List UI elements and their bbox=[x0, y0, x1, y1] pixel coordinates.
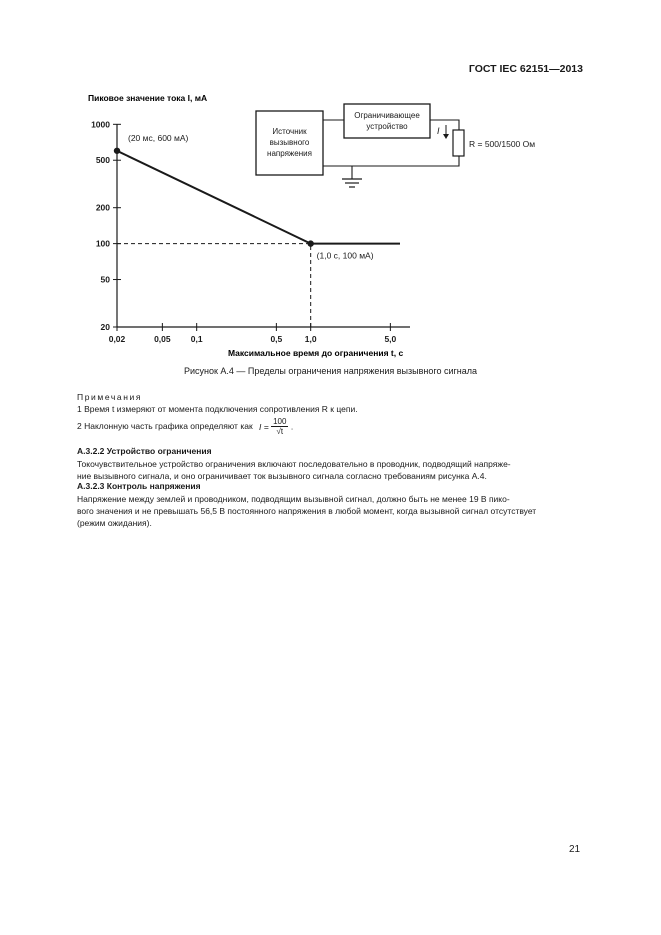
source-label: напряжения bbox=[267, 149, 312, 158]
page-number: 21 bbox=[569, 844, 581, 855]
formula-suffix: . bbox=[290, 421, 294, 432]
y-tick-label: 100 bbox=[95, 238, 110, 249]
formula-denominator: √t bbox=[276, 427, 284, 436]
limiter-box bbox=[344, 104, 430, 138]
data-point bbox=[114, 148, 120, 154]
paragraph-line: Напряжение между землей и проводником, подводящим вызывной сигнал, должно быть не менее 19 В пико- bbox=[77, 494, 510, 504]
paragraph-line: вого значения и не превышать 56,5 В постоянного напряжения в любой момент, когда вызывной сигнал отсутствует bbox=[77, 506, 537, 516]
paragraph-line: Токочувствительное устройство ограничения включают последовательно в проводник, подводящий напряже- bbox=[77, 459, 511, 469]
resistor bbox=[453, 130, 464, 156]
x-tick-label: 5,0 bbox=[384, 334, 397, 344]
x-tick-label: 0,1 bbox=[190, 334, 203, 344]
section-paragraph bbox=[77, 458, 584, 482]
figure-a4 bbox=[0, 0, 661, 370]
y-tick-label: 50 bbox=[100, 274, 110, 285]
x-axis-label: Максимальное время до ограничения t, с bbox=[228, 348, 404, 358]
y-tick-label: 1000 bbox=[91, 119, 110, 130]
limiter-label: устройство bbox=[366, 122, 408, 131]
x-tick-label: 0,05 bbox=[154, 334, 171, 344]
y-axis-label: Пиковое значение тока I, мА bbox=[88, 93, 208, 103]
formula-fraction bbox=[271, 417, 288, 436]
notes-title: Примечания bbox=[77, 392, 143, 402]
standard-header: ГОСТ IEC 62151—2013 bbox=[468, 63, 583, 75]
note-2-text: 2 Наклонную часть графика определяют как bbox=[77, 420, 253, 431]
point-annotation: (20 мс, 600 мА) bbox=[128, 132, 189, 143]
formula-numerator: 100 bbox=[273, 417, 287, 426]
source-label: Источник bbox=[272, 127, 307, 136]
y-tick-label: 20 bbox=[100, 322, 110, 332]
x-tick-label: 1,0 bbox=[304, 334, 317, 344]
source-label: вызывного bbox=[269, 138, 310, 147]
note-1-text: 1 Время t измеряют от момента подключения сопротивления R к цепи. bbox=[77, 404, 358, 414]
resistor-label: R = 500/1500 Ом bbox=[469, 139, 536, 149]
figure-caption: Рисунок А.4 — Пределы ограничения напряжения вызывного сигнала bbox=[183, 366, 478, 376]
current-symbol: I bbox=[437, 126, 440, 136]
wire bbox=[323, 156, 459, 166]
series-line bbox=[117, 151, 400, 244]
section-heading: А.3.2.3 Контроль напряжения bbox=[77, 481, 201, 491]
wire bbox=[430, 120, 459, 130]
section-heading: А.3.2.2 Устройство ограничения bbox=[77, 446, 212, 456]
x-tick-label: 0,02 bbox=[108, 334, 126, 344]
section-paragraph bbox=[77, 493, 584, 529]
data-point bbox=[307, 240, 313, 246]
point-annotation: (1,0 с, 100 мА) bbox=[316, 250, 374, 261]
formula-lhs: I = bbox=[259, 421, 269, 432]
current-arrow-icon bbox=[443, 134, 449, 139]
note-2 bbox=[77, 417, 293, 436]
limiter-label: Ограничивающее bbox=[354, 111, 420, 120]
y-tick-label: 200 bbox=[95, 202, 110, 213]
paragraph-line: ние вызывного сигнала, и оно ограничивает ток вызывного сигнала согласно требованиям рисунка А.4. bbox=[77, 471, 487, 481]
note-1 bbox=[77, 404, 358, 414]
y-tick-label: 500 bbox=[95, 155, 110, 166]
paragraph-line: (режим ожидания). bbox=[77, 518, 152, 528]
x-tick-label: 0,5 bbox=[270, 334, 283, 344]
chart bbox=[88, 93, 410, 358]
